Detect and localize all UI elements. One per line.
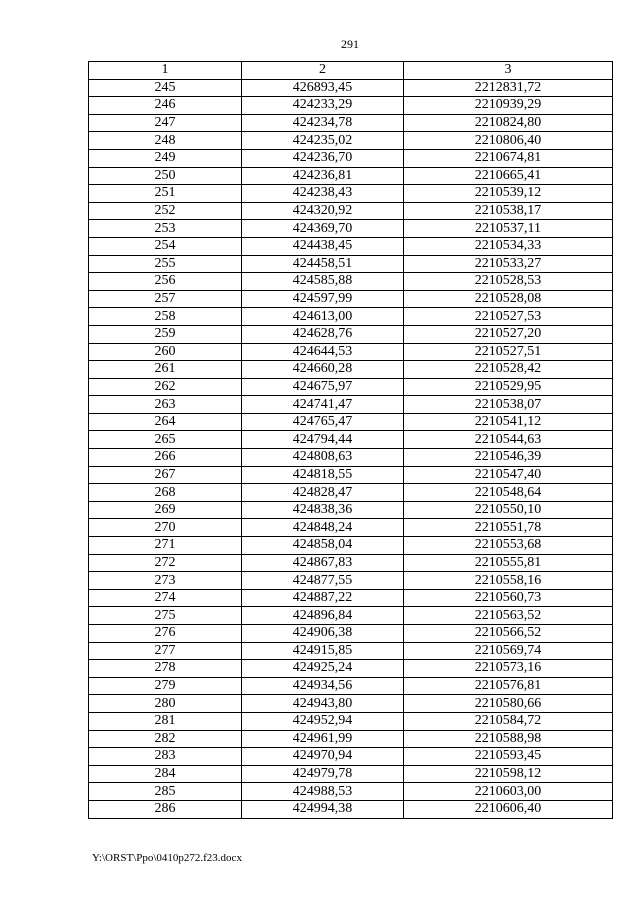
x-coordinate-cell: 424818,55 (242, 466, 404, 484)
y-coordinate-cell: 2210558,16 (404, 572, 613, 590)
table-row (89, 519, 613, 537)
y-coordinate-cell: 2210528,42 (404, 361, 613, 379)
table-row (89, 554, 613, 572)
table-row (89, 625, 613, 643)
point-number-cell: 272 (89, 554, 242, 572)
x-coordinate-cell: 424970,94 (242, 748, 404, 766)
point-number-cell: 251 (89, 185, 242, 203)
point-number-cell: 255 (89, 255, 242, 273)
point-number-cell: 274 (89, 589, 242, 607)
point-number-cell: 250 (89, 167, 242, 185)
point-number-cell: 277 (89, 642, 242, 660)
x-coordinate-cell: 424887,22 (242, 589, 404, 607)
table-row (89, 273, 613, 291)
x-coordinate-cell: 424236,81 (242, 167, 404, 185)
table-header-row (89, 62, 613, 80)
table-row (89, 378, 613, 396)
point-number-cell: 278 (89, 660, 242, 678)
table-row (89, 202, 613, 220)
y-coordinate-cell: 2210674,81 (404, 149, 613, 167)
y-coordinate-cell: 2210538,07 (404, 396, 613, 414)
point-number-cell: 258 (89, 308, 242, 326)
y-coordinate-cell: 2210576,81 (404, 677, 613, 695)
table-row (89, 308, 613, 326)
x-coordinate-cell: 424952,94 (242, 712, 404, 730)
table-row (89, 537, 613, 555)
x-coordinate-cell: 424660,28 (242, 361, 404, 379)
x-coordinate-cell: 424613,00 (242, 308, 404, 326)
table-row (89, 449, 613, 467)
point-number-cell: 253 (89, 220, 242, 238)
point-number-cell: 276 (89, 625, 242, 643)
y-coordinate-cell: 2210528,08 (404, 290, 613, 308)
table-row (89, 237, 613, 255)
y-coordinate-cell: 2210527,53 (404, 308, 613, 326)
point-number-cell: 267 (89, 466, 242, 484)
y-coordinate-cell: 2210551,78 (404, 519, 613, 537)
x-coordinate-cell: 424934,56 (242, 677, 404, 695)
table-row (89, 748, 613, 766)
x-coordinate-cell: 424628,76 (242, 325, 404, 343)
x-coordinate-cell: 424597,99 (242, 290, 404, 308)
x-coordinate-cell: 424896,84 (242, 607, 404, 625)
table-row (89, 730, 613, 748)
y-coordinate-cell: 2210603,00 (404, 783, 613, 801)
point-number-cell: 279 (89, 677, 242, 695)
y-coordinate-cell: 2210665,41 (404, 167, 613, 185)
table-row (89, 149, 613, 167)
point-number-cell: 269 (89, 501, 242, 519)
point-number-cell: 280 (89, 695, 242, 713)
point-number-cell: 259 (89, 325, 242, 343)
y-coordinate-cell: 2210528,53 (404, 273, 613, 291)
point-number-cell: 263 (89, 396, 242, 414)
y-coordinate-cell: 2210573,16 (404, 660, 613, 678)
point-number-cell: 284 (89, 765, 242, 783)
point-number-cell: 252 (89, 202, 242, 220)
x-coordinate-cell: 424233,29 (242, 97, 404, 115)
y-coordinate-cell: 2210569,74 (404, 642, 613, 660)
table-row (89, 132, 613, 150)
y-coordinate-cell: 2210538,17 (404, 202, 613, 220)
x-coordinate-cell: 424867,83 (242, 554, 404, 572)
x-coordinate-cell: 424925,24 (242, 660, 404, 678)
x-coordinate-cell: 426893,45 (242, 79, 404, 97)
table-row (89, 642, 613, 660)
point-number-cell: 254 (89, 237, 242, 255)
table-row (89, 185, 613, 203)
point-number-cell: 273 (89, 572, 242, 590)
x-coordinate-cell: 424961,99 (242, 730, 404, 748)
table-row (89, 114, 613, 132)
table-row (89, 607, 613, 625)
x-coordinate-cell: 424858,04 (242, 537, 404, 555)
x-coordinate-cell: 424235,02 (242, 132, 404, 150)
y-coordinate-cell: 2210598,12 (404, 765, 613, 783)
y-coordinate-cell: 2210553,68 (404, 537, 613, 555)
table-row (89, 361, 613, 379)
point-number-cell: 268 (89, 484, 242, 502)
y-coordinate-cell: 2210824,80 (404, 114, 613, 132)
y-coordinate-cell: 2210546,39 (404, 449, 613, 467)
x-coordinate-cell: 424877,55 (242, 572, 404, 590)
y-coordinate-cell: 2210544,63 (404, 431, 613, 449)
table-row (89, 466, 613, 484)
table-row (89, 660, 613, 678)
y-coordinate-cell: 2210550,10 (404, 501, 613, 519)
column-header-2: 2 (242, 62, 404, 80)
y-coordinate-cell: 2210806,40 (404, 132, 613, 150)
table-row (89, 695, 613, 713)
x-coordinate-cell: 424808,63 (242, 449, 404, 467)
table-row (89, 431, 613, 449)
x-coordinate-cell: 424979,78 (242, 765, 404, 783)
x-coordinate-cell: 424906,38 (242, 625, 404, 643)
y-coordinate-cell: 2210547,40 (404, 466, 613, 484)
x-coordinate-cell: 424765,47 (242, 413, 404, 431)
point-number-cell: 260 (89, 343, 242, 361)
point-number-cell: 271 (89, 537, 242, 555)
point-number-cell: 257 (89, 290, 242, 308)
y-coordinate-cell: 2210580,66 (404, 695, 613, 713)
y-coordinate-cell: 2210560,73 (404, 589, 613, 607)
table-row (89, 712, 613, 730)
x-coordinate-cell: 424234,78 (242, 114, 404, 132)
table-row (89, 484, 613, 502)
point-number-cell: 246 (89, 97, 242, 115)
table-row (89, 79, 613, 97)
point-number-cell: 285 (89, 783, 242, 801)
x-coordinate-cell: 424994,38 (242, 800, 404, 818)
point-number-cell: 245 (89, 79, 242, 97)
table-row (89, 167, 613, 185)
point-number-cell: 266 (89, 449, 242, 467)
y-coordinate-cell: 2210539,12 (404, 185, 613, 203)
x-coordinate-cell: 424438,45 (242, 237, 404, 255)
y-coordinate-cell: 2210584,72 (404, 712, 613, 730)
y-coordinate-cell: 2210533,27 (404, 255, 613, 273)
y-coordinate-cell: 2210563,52 (404, 607, 613, 625)
x-coordinate-cell: 424741,47 (242, 396, 404, 414)
table-row (89, 255, 613, 273)
point-number-cell: 256 (89, 273, 242, 291)
y-coordinate-cell: 2210593,45 (404, 748, 613, 766)
table-row (89, 396, 613, 414)
y-coordinate-cell: 2210534,33 (404, 237, 613, 255)
x-coordinate-cell: 424458,51 (242, 255, 404, 273)
x-coordinate-cell: 424320,92 (242, 202, 404, 220)
point-number-cell: 281 (89, 712, 242, 730)
table-row (89, 800, 613, 818)
table-row (89, 572, 613, 590)
x-coordinate-cell: 424644,53 (242, 343, 404, 361)
point-number-cell: 282 (89, 730, 242, 748)
page-number: 291 (341, 37, 359, 51)
x-coordinate-cell: 424238,43 (242, 185, 404, 203)
y-coordinate-cell: 2210529,95 (404, 378, 613, 396)
column-header-3: 3 (404, 62, 613, 80)
x-coordinate-cell: 424794,44 (242, 431, 404, 449)
point-number-cell: 286 (89, 800, 242, 818)
x-coordinate-cell: 424915,85 (242, 642, 404, 660)
point-number-cell: 261 (89, 361, 242, 379)
x-coordinate-cell: 424828,47 (242, 484, 404, 502)
table-row (89, 501, 613, 519)
y-coordinate-cell: 2210548,64 (404, 484, 613, 502)
point-number-cell: 270 (89, 519, 242, 537)
x-coordinate-cell: 424943,80 (242, 695, 404, 713)
point-number-cell: 249 (89, 149, 242, 167)
table-row (89, 343, 613, 361)
point-number-cell: 283 (89, 748, 242, 766)
y-coordinate-cell: 2210541,12 (404, 413, 613, 431)
point-number-cell: 264 (89, 413, 242, 431)
y-coordinate-cell: 2210537,11 (404, 220, 613, 238)
table-row (89, 589, 613, 607)
x-coordinate-cell: 424838,36 (242, 501, 404, 519)
table-row (89, 97, 613, 115)
table-row (89, 765, 613, 783)
y-coordinate-cell: 2212831,72 (404, 79, 613, 97)
x-coordinate-cell: 424988,53 (242, 783, 404, 801)
x-coordinate-cell: 424585,88 (242, 273, 404, 291)
table-row (89, 677, 613, 695)
x-coordinate-cell: 424848,24 (242, 519, 404, 537)
point-number-cell: 248 (89, 132, 242, 150)
x-coordinate-cell: 424675,97 (242, 378, 404, 396)
y-coordinate-cell: 2210555,81 (404, 554, 613, 572)
table-body (89, 79, 613, 818)
x-coordinate-cell: 424236,70 (242, 149, 404, 167)
y-coordinate-cell: 2210939,29 (404, 97, 613, 115)
y-coordinate-cell: 2210527,51 (404, 343, 613, 361)
point-number-cell: 262 (89, 378, 242, 396)
table-row (89, 325, 613, 343)
point-number-cell: 265 (89, 431, 242, 449)
table-row (89, 290, 613, 308)
x-coordinate-cell: 424369,70 (242, 220, 404, 238)
point-number-cell: 247 (89, 114, 242, 132)
table-row (89, 220, 613, 238)
table-row (89, 783, 613, 801)
column-header-1: 1 (89, 62, 242, 80)
y-coordinate-cell: 2210566,52 (404, 625, 613, 643)
table-row (89, 413, 613, 431)
y-coordinate-cell: 2210606,40 (404, 800, 613, 818)
y-coordinate-cell: 2210527,20 (404, 325, 613, 343)
coordinates-table (88, 61, 613, 819)
y-coordinate-cell: 2210588,98 (404, 730, 613, 748)
point-number-cell: 275 (89, 607, 242, 625)
footer-file-path: Y:\ORST\Ppo\0410p272.f23.docx (92, 852, 242, 864)
